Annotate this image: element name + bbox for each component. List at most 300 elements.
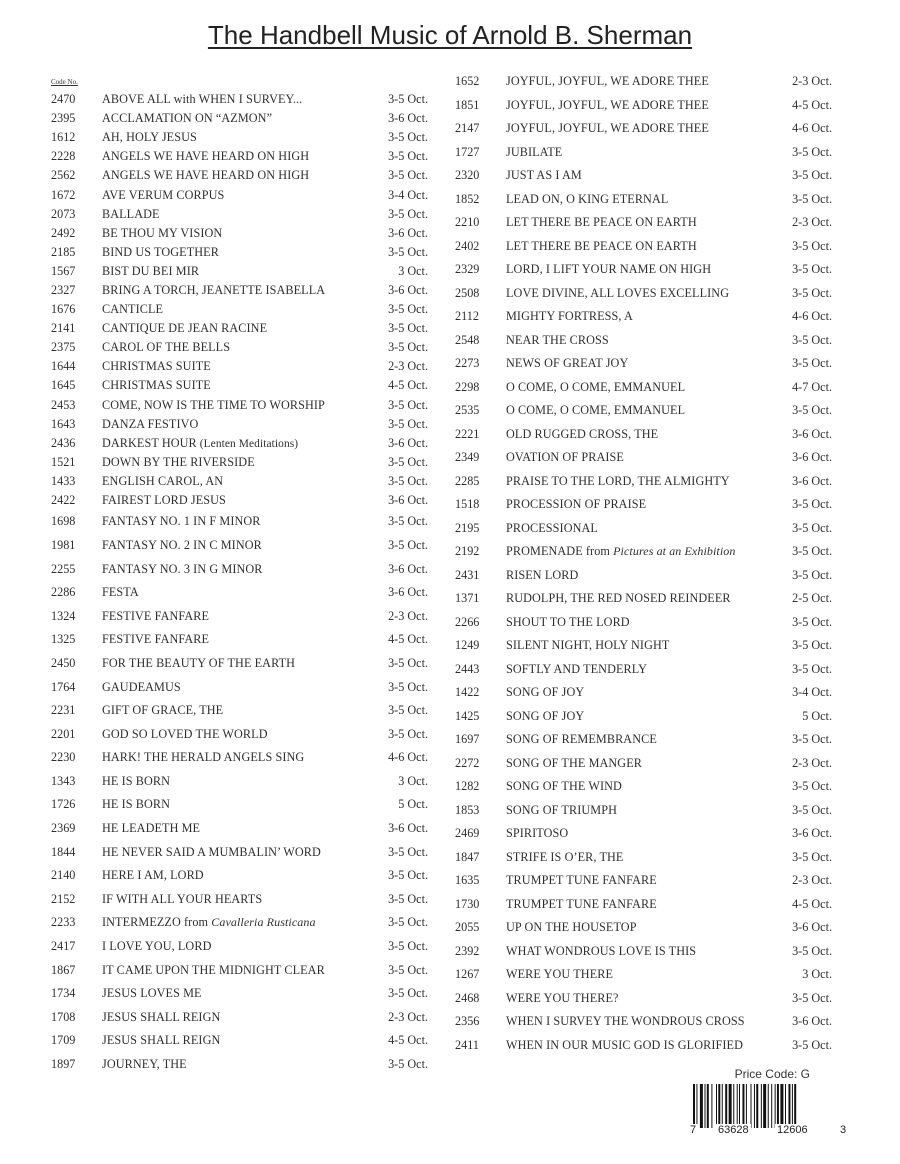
catalog-title bbox=[102, 892, 380, 907]
catalog-row bbox=[51, 224, 431, 243]
catalog-title-text: PROMENADE from bbox=[506, 544, 614, 559]
catalog-code: 1672 bbox=[51, 187, 76, 202]
catalog-title-work: Pictures at an Exhibition bbox=[613, 544, 736, 559]
catalog-code: 1676 bbox=[51, 302, 76, 317]
catalog-code: 1851 bbox=[455, 97, 480, 112]
catalog-octaves: 3-5 Oct. bbox=[792, 990, 832, 1005]
catalog-code: 2329 bbox=[455, 262, 480, 277]
catalog-title bbox=[102, 1033, 380, 1048]
catalog-title-text: FESTA bbox=[102, 585, 139, 600]
catalog-title bbox=[102, 1057, 380, 1072]
catalog-title-text: FAIREST LORD JESUS bbox=[102, 493, 226, 508]
catalog-title-text: CANTIQUE DE JEAN RACINE bbox=[102, 321, 268, 336]
catalog-octaves: 3-6 Oct. bbox=[792, 826, 832, 841]
catalog-code: 1249 bbox=[455, 638, 480, 653]
catalog-row bbox=[455, 728, 835, 752]
catalog-octaves: 3 Oct. bbox=[398, 263, 428, 278]
catalog-title bbox=[102, 963, 380, 978]
catalog-octaves: 3-6 Oct. bbox=[388, 225, 428, 240]
catalog-title bbox=[506, 732, 784, 747]
catalog-title-text: JOYFUL, JOYFUL, WE ADORE THEE bbox=[506, 74, 709, 89]
catalog-code: 1727 bbox=[455, 144, 480, 159]
catalog-octaves: 3-6 Oct. bbox=[388, 561, 428, 576]
catalog-code: 2469 bbox=[455, 826, 480, 841]
catalog-octaves: 3-5 Oct. bbox=[388, 915, 428, 930]
catalog-octaves: 3-5 Oct. bbox=[388, 939, 428, 954]
catalog-title bbox=[102, 264, 380, 279]
catalog-octaves: 3-5 Oct. bbox=[388, 986, 428, 1001]
catalog-title bbox=[506, 803, 784, 818]
catalog-row bbox=[455, 587, 835, 611]
catalog-title bbox=[102, 226, 380, 241]
catalog-row bbox=[51, 185, 431, 204]
catalog-octaves: 3-5 Oct. bbox=[388, 891, 428, 906]
catalog-code: 1643 bbox=[51, 416, 76, 431]
catalog-code: 2431 bbox=[455, 567, 480, 582]
catalog-code: 1325 bbox=[51, 632, 76, 647]
catalog-title-text: TRUMPET TUNE FANFARE bbox=[506, 873, 657, 888]
catalog-title-text: INTERMEZZO from bbox=[102, 915, 212, 930]
catalog-octaves: 3-6 Oct. bbox=[388, 111, 428, 126]
catalog-code: 1652 bbox=[455, 74, 480, 89]
catalog-code: 1518 bbox=[455, 497, 480, 512]
catalog-title bbox=[102, 321, 380, 336]
catalog-row bbox=[455, 399, 835, 423]
catalog-octaves: 4-5 Oct. bbox=[792, 97, 832, 112]
catalog-title-text: OVATION OF PRAISE bbox=[506, 450, 624, 465]
catalog-title-text: GIFT OF GRACE, THE bbox=[102, 703, 224, 718]
catalog-title bbox=[506, 967, 784, 982]
catalog-row bbox=[455, 282, 835, 306]
catalog-code: 2548 bbox=[455, 332, 480, 347]
catalog-code: 2228 bbox=[51, 149, 76, 164]
catalog-title bbox=[102, 821, 380, 836]
catalog-row bbox=[51, 628, 431, 652]
catalog-row bbox=[51, 722, 431, 746]
catalog-octaves: 3-6 Oct. bbox=[388, 821, 428, 836]
catalog-octaves: 3-5 Oct. bbox=[792, 497, 832, 512]
catalog-title-text: O COME, O COME, EMMANUEL bbox=[506, 379, 686, 394]
left-catalog-column bbox=[51, 90, 431, 1076]
catalog-octaves: 3-5 Oct. bbox=[388, 844, 428, 859]
catalog-octaves: 3-5 Oct. bbox=[792, 943, 832, 958]
catalog-octaves: 2-3 Oct. bbox=[388, 1009, 428, 1024]
catalog-octaves: 3-6 Oct. bbox=[388, 282, 428, 297]
catalog-row bbox=[51, 376, 431, 395]
catalog-row bbox=[455, 963, 835, 987]
catalog-octaves: 4-5 Oct. bbox=[792, 896, 832, 911]
catalog-title bbox=[102, 398, 380, 413]
catalog-octaves: 3-6 Oct. bbox=[792, 426, 832, 441]
catalog-title-text: CHRISTMAS SUITE bbox=[102, 378, 211, 393]
catalog-title-text: HERE I AM, LORD bbox=[102, 868, 204, 883]
catalog-octaves: 3-5 Oct. bbox=[792, 285, 832, 300]
catalog-octaves: 3-5 Oct. bbox=[388, 514, 428, 529]
catalog-title bbox=[506, 215, 784, 230]
catalog-title bbox=[102, 207, 380, 222]
catalog-octaves: 2-3 Oct. bbox=[792, 74, 832, 89]
catalog-title bbox=[102, 703, 380, 718]
catalog-row bbox=[51, 243, 431, 262]
catalog-code: 1847 bbox=[455, 849, 480, 864]
catalog-row bbox=[455, 188, 835, 212]
catalog-row bbox=[51, 652, 431, 676]
barcode-digits-group-2: 12606 bbox=[777, 1124, 808, 1136]
catalog-row bbox=[51, 982, 431, 1006]
catalog-code: 2349 bbox=[455, 450, 480, 465]
catalog-row bbox=[455, 940, 835, 964]
catalog-title bbox=[506, 944, 784, 959]
catalog-row bbox=[455, 611, 835, 635]
catalog-octaves: 3-5 Oct. bbox=[388, 726, 428, 741]
catalog-title bbox=[506, 145, 784, 160]
catalog-title bbox=[506, 121, 784, 136]
catalog-title bbox=[102, 915, 380, 930]
catalog-octaves: 2-3 Oct. bbox=[792, 873, 832, 888]
catalog-row bbox=[51, 888, 431, 912]
catalog-title-text: LORD, I LIFT YOUR NAME ON HIGH bbox=[506, 262, 712, 277]
catalog-octaves: 2-3 Oct. bbox=[792, 755, 832, 770]
catalog-octaves: 3-5 Oct. bbox=[792, 262, 832, 277]
catalog-code: 1644 bbox=[51, 359, 76, 374]
catalog-title bbox=[102, 149, 380, 164]
catalog-row bbox=[51, 90, 431, 109]
catalog-title-text: NEWS OF GREAT JOY bbox=[506, 356, 629, 371]
catalog-row bbox=[455, 775, 835, 799]
catalog-code: 2195 bbox=[455, 520, 480, 535]
catalog-code: 1897 bbox=[51, 1057, 76, 1072]
catalog-octaves: 3-5 Oct. bbox=[388, 206, 428, 221]
catalog-code: 1867 bbox=[51, 962, 76, 977]
catalog-code: 1612 bbox=[51, 130, 76, 145]
catalog-octaves: 3 Oct. bbox=[398, 773, 428, 788]
catalog-octaves: 3-6 Oct. bbox=[388, 435, 428, 450]
catalog-code: 2369 bbox=[51, 821, 76, 836]
catalog-title bbox=[506, 568, 784, 583]
catalog-octaves: 4-6 Oct. bbox=[388, 750, 428, 765]
catalog-row bbox=[51, 675, 431, 699]
catalog-octaves: 2-3 Oct. bbox=[388, 608, 428, 623]
catalog-code: 1981 bbox=[51, 537, 76, 552]
catalog-code: 2392 bbox=[455, 943, 480, 958]
catalog-octaves: 3-5 Oct. bbox=[388, 1057, 428, 1072]
catalog-title bbox=[102, 797, 380, 812]
catalog-title-text: RISEN LORD bbox=[506, 567, 579, 582]
catalog-code: 2320 bbox=[455, 168, 480, 183]
catalog-row bbox=[455, 329, 835, 353]
catalog-title-subtitle: (Lenten Meditations) bbox=[196, 437, 299, 450]
catalog-title bbox=[506, 756, 784, 771]
catalog-title bbox=[506, 1014, 784, 1029]
catalog-title-text: AVE VERUM CORPUS bbox=[102, 187, 225, 202]
catalog-octaves: 4-6 Oct. bbox=[792, 121, 832, 136]
catalog-octaves: 3-5 Oct. bbox=[388, 679, 428, 694]
catalog-code: 2470 bbox=[51, 92, 76, 107]
catalog-octaves: 4-5 Oct. bbox=[388, 632, 428, 647]
catalog-code: 2508 bbox=[455, 285, 480, 300]
catalog-octaves: 4-5 Oct. bbox=[388, 378, 428, 393]
catalog-title bbox=[102, 92, 380, 107]
catalog-row bbox=[455, 799, 835, 823]
catalog-title-text: BIND US TOGETHER bbox=[102, 244, 219, 259]
catalog-code: 2152 bbox=[51, 891, 76, 906]
catalog-row bbox=[455, 705, 835, 729]
catalog-title-text: CAROL OF THE BELLS bbox=[102, 340, 231, 355]
catalog-title bbox=[102, 845, 380, 860]
catalog-title-text: WHEN IN OUR MUSIC GOD IS GLORIFIED bbox=[506, 1037, 743, 1052]
catalog-title bbox=[506, 873, 784, 888]
catalog-code: 1697 bbox=[455, 732, 480, 747]
catalog-title bbox=[506, 239, 784, 254]
code-column-header: Code No. bbox=[51, 78, 78, 86]
catalog-octaves: 3-5 Oct. bbox=[792, 520, 832, 535]
catalog-title bbox=[506, 544, 784, 559]
catalog-title-text: PROCESSIONAL bbox=[506, 520, 598, 535]
catalog-octaves: 3-5 Oct. bbox=[792, 356, 832, 371]
catalog-octaves: 3-5 Oct. bbox=[388, 168, 428, 183]
catalog-octaves: 3-4 Oct. bbox=[792, 685, 832, 700]
catalog-row bbox=[455, 470, 835, 494]
catalog-octaves: 3-5 Oct. bbox=[792, 238, 832, 253]
catalog-title bbox=[102, 359, 380, 374]
catalog-title-text: BE THOU MY VISION bbox=[102, 225, 223, 240]
catalog-title-text: PROCESSION OF PRAISE bbox=[506, 497, 647, 512]
catalog-title bbox=[102, 188, 380, 203]
catalog-row bbox=[51, 357, 431, 376]
catalog-title-text: NEAR THE CROSS bbox=[506, 332, 609, 347]
catalog-row bbox=[455, 376, 835, 400]
catalog-row bbox=[51, 491, 431, 510]
catalog-title-text: HE LEADETH ME bbox=[102, 821, 201, 836]
catalog-row bbox=[455, 517, 835, 541]
catalog-title-text: BRING A TORCH, JEANETTE ISABELLA bbox=[102, 282, 326, 297]
catalog-title bbox=[102, 585, 380, 600]
catalog-code: 1422 bbox=[455, 685, 480, 700]
catalog-title bbox=[506, 450, 784, 465]
catalog-code: 2055 bbox=[455, 920, 480, 935]
catalog-title bbox=[102, 493, 380, 508]
catalog-row bbox=[51, 338, 431, 357]
catalog-title-text: SPIRITOSO bbox=[506, 826, 569, 841]
catalog-row bbox=[51, 958, 431, 982]
catalog-row bbox=[51, 109, 431, 128]
catalog-title-text: DOWN BY THE RIVERSIDE bbox=[102, 454, 255, 469]
catalog-row bbox=[455, 893, 835, 917]
catalog-octaves: 3-6 Oct. bbox=[792, 1014, 832, 1029]
catalog-title bbox=[506, 427, 784, 442]
barcode-digit-left: 7 bbox=[690, 1124, 697, 1136]
catalog-code: 1844 bbox=[51, 844, 76, 859]
catalog-octaves: 5 Oct. bbox=[802, 708, 832, 723]
catalog-row bbox=[455, 305, 835, 329]
catalog-row bbox=[455, 822, 835, 846]
catalog-row bbox=[455, 752, 835, 776]
catalog-code: 2402 bbox=[455, 238, 480, 253]
catalog-title-text: GAUDEAMUS bbox=[102, 679, 181, 694]
catalog-code: 1343 bbox=[51, 773, 76, 788]
catalog-code: 2231 bbox=[51, 703, 76, 718]
catalog-octaves: 3-5 Oct. bbox=[388, 962, 428, 977]
catalog-code: 2411 bbox=[455, 1037, 479, 1052]
catalog-title bbox=[506, 638, 784, 653]
catalog-row bbox=[51, 415, 431, 434]
catalog-octaves: 3-5 Oct. bbox=[388, 340, 428, 355]
catalog-title-text: ANGELS WE HAVE HEARD ON HIGH bbox=[102, 168, 310, 183]
catalog-title-text: SONG OF JOY bbox=[506, 685, 585, 700]
catalog-code: 2422 bbox=[51, 493, 76, 508]
catalog-row bbox=[455, 916, 835, 940]
catalog-title-text: HARK! THE HERALD ANGELS SING bbox=[102, 750, 305, 765]
catalog-title-text: FESTIVE FANFARE bbox=[102, 608, 210, 623]
catalog-octaves: 3-5 Oct. bbox=[792, 779, 832, 794]
catalog-code: 2450 bbox=[51, 655, 76, 670]
catalog-code: 1730 bbox=[455, 896, 480, 911]
catalog-title-text: JUBILATE bbox=[506, 144, 563, 159]
catalog-title bbox=[506, 356, 784, 371]
catalog-title bbox=[506, 826, 784, 841]
catalog-row bbox=[51, 472, 431, 491]
catalog-code: 2535 bbox=[455, 403, 480, 418]
catalog-octaves: 3-5 Oct. bbox=[388, 302, 428, 317]
catalog-row bbox=[455, 658, 835, 682]
catalog-code: 2327 bbox=[51, 282, 76, 297]
catalog-title bbox=[102, 474, 380, 489]
catalog-octaves: 3-5 Oct. bbox=[792, 732, 832, 747]
catalog-code: 2147 bbox=[455, 121, 480, 136]
catalog-code: 2273 bbox=[455, 356, 480, 371]
catalog-title bbox=[506, 591, 784, 606]
catalog-row bbox=[51, 510, 431, 534]
catalog-code: 1371 bbox=[455, 591, 480, 606]
barcode-digit-right: 3 bbox=[840, 1124, 847, 1136]
catalog-title-text: LET THERE BE PEACE ON EARTH bbox=[506, 215, 697, 230]
catalog-row bbox=[51, 864, 431, 888]
barcode-digits-group-1: 63628 bbox=[718, 1124, 749, 1136]
catalog-title bbox=[506, 380, 784, 395]
catalog-row bbox=[51, 300, 431, 319]
catalog-row bbox=[51, 557, 431, 581]
catalog-octaves: 3-5 Oct. bbox=[388, 655, 428, 670]
catalog-code: 2073 bbox=[51, 206, 76, 221]
catalog-title-text: FANTASY NO. 3 IN G MINOR bbox=[102, 561, 263, 576]
barcode-image bbox=[685, 1080, 845, 1142]
catalog-code: 2443 bbox=[455, 661, 480, 676]
catalog-title-text: SONG OF REMEMBRANCE bbox=[506, 732, 657, 747]
catalog-octaves: 3-5 Oct. bbox=[388, 397, 428, 412]
catalog-title bbox=[506, 920, 784, 935]
catalog-code: 2375 bbox=[51, 340, 76, 355]
catalog-title bbox=[506, 286, 784, 301]
catalog-title-text: JESUS SHALL REIGN bbox=[102, 1009, 221, 1024]
catalog-title bbox=[506, 991, 784, 1006]
catalog-title-text: O COME, O COME, EMMANUEL bbox=[506, 403, 686, 418]
catalog-code: 2298 bbox=[455, 379, 480, 394]
catalog-row bbox=[51, 128, 431, 147]
catalog-title bbox=[102, 632, 380, 647]
catalog-row bbox=[455, 869, 835, 893]
catalog-title bbox=[102, 514, 380, 529]
catalog-title-text: RUDOLPH, THE RED NOSED REINDEER bbox=[506, 591, 731, 606]
catalog-title-text: ABOVE ALL with WHEN I SURVEY... bbox=[102, 92, 303, 107]
catalog-title-text: ACCLAMATION ON “AZMON” bbox=[102, 111, 273, 126]
catalog-title-text: MIGHTY FORTRESS, A bbox=[506, 309, 633, 324]
catalog-title-text: FANTASY NO. 2 IN C MINOR bbox=[102, 537, 262, 552]
catalog-code: 2266 bbox=[455, 614, 480, 629]
catalog-row bbox=[455, 540, 835, 564]
catalog-octaves: 3-5 Oct. bbox=[388, 868, 428, 883]
catalog-code: 1635 bbox=[455, 873, 480, 888]
catalog-title-text: SONG OF THE WIND bbox=[506, 779, 622, 794]
catalog-title-text: DANZA FESTIVO bbox=[102, 416, 199, 431]
catalog-code: 1645 bbox=[51, 378, 76, 393]
catalog-code: 1726 bbox=[51, 797, 76, 812]
catalog-row bbox=[51, 534, 431, 558]
catalog-octaves: 3-5 Oct. bbox=[388, 130, 428, 145]
catalog-octaves: 3-5 Oct. bbox=[792, 802, 832, 817]
catalog-code: 2272 bbox=[455, 755, 480, 770]
catalog-row bbox=[51, 1053, 431, 1077]
catalog-title-text: ANGELS WE HAVE HEARD ON HIGH bbox=[102, 149, 310, 164]
catalog-title-text: HE IS BORN bbox=[102, 797, 171, 812]
catalog-title bbox=[102, 340, 380, 355]
catalog-row bbox=[51, 205, 431, 224]
catalog-title-text: SONG OF TRIUMPH bbox=[506, 802, 617, 817]
catalog-title-text: JESUS LOVES ME bbox=[102, 986, 202, 1001]
catalog-octaves: 3-5 Oct. bbox=[388, 149, 428, 164]
catalog-code: 1853 bbox=[455, 802, 480, 817]
catalog-octaves: 3-5 Oct. bbox=[792, 168, 832, 183]
catalog-title bbox=[102, 436, 380, 451]
catalog-octaves: 3 Oct. bbox=[802, 967, 832, 982]
catalog-title-text: I LOVE YOU, LORD bbox=[102, 939, 212, 954]
catalog-title bbox=[506, 74, 784, 89]
catalog-title-text: LEAD ON, O KING ETERNAL bbox=[506, 191, 669, 206]
catalog-code: 2192 bbox=[455, 544, 480, 559]
catalog-title-text: IT CAME UPON THE MIDNIGHT CLEAR bbox=[102, 962, 325, 977]
catalog-row bbox=[455, 1010, 835, 1034]
catalog-octaves: 5 Oct. bbox=[398, 797, 428, 812]
catalog-title bbox=[506, 403, 784, 418]
catalog-code: 2436 bbox=[51, 435, 76, 450]
catalog-title bbox=[506, 474, 784, 489]
catalog-title bbox=[102, 1010, 380, 1025]
catalog-octaves: 4-7 Oct. bbox=[792, 379, 832, 394]
catalog-title-text: PRAISE TO THE LORD, THE ALMIGHTY bbox=[506, 473, 730, 488]
catalog-code: 2286 bbox=[51, 585, 76, 600]
catalog-row bbox=[51, 453, 431, 472]
catalog-row bbox=[455, 164, 835, 188]
catalog-row bbox=[455, 211, 835, 235]
catalog-code: 2453 bbox=[51, 397, 76, 412]
catalog-title bbox=[506, 662, 784, 677]
catalog-code: 2185 bbox=[51, 244, 76, 259]
catalog-code: 1433 bbox=[51, 473, 76, 488]
catalog-title-text: COME, NOW IS THE TIME TO WORSHIP bbox=[102, 397, 325, 412]
catalog-title bbox=[102, 283, 380, 298]
catalog-title-text: OLD RUGGED CROSS, THE bbox=[506, 426, 659, 441]
catalog-octaves: 3-5 Oct. bbox=[388, 321, 428, 336]
catalog-row bbox=[51, 1029, 431, 1053]
catalog-row bbox=[455, 493, 835, 517]
catalog-title bbox=[506, 98, 784, 113]
catalog-row bbox=[51, 262, 431, 281]
catalog-title-text: IF WITH ALL YOUR HEARTS bbox=[102, 891, 263, 906]
catalog-title-text: DARKEST HOUR bbox=[102, 435, 197, 450]
price-code: Price Code: G bbox=[734, 1067, 810, 1081]
catalog-title-text: WERE YOU THERE? bbox=[506, 990, 619, 1005]
page-title: The Handbell Music of Arnold B. Sherman bbox=[207, 20, 693, 50]
catalog-row bbox=[51, 1006, 431, 1030]
